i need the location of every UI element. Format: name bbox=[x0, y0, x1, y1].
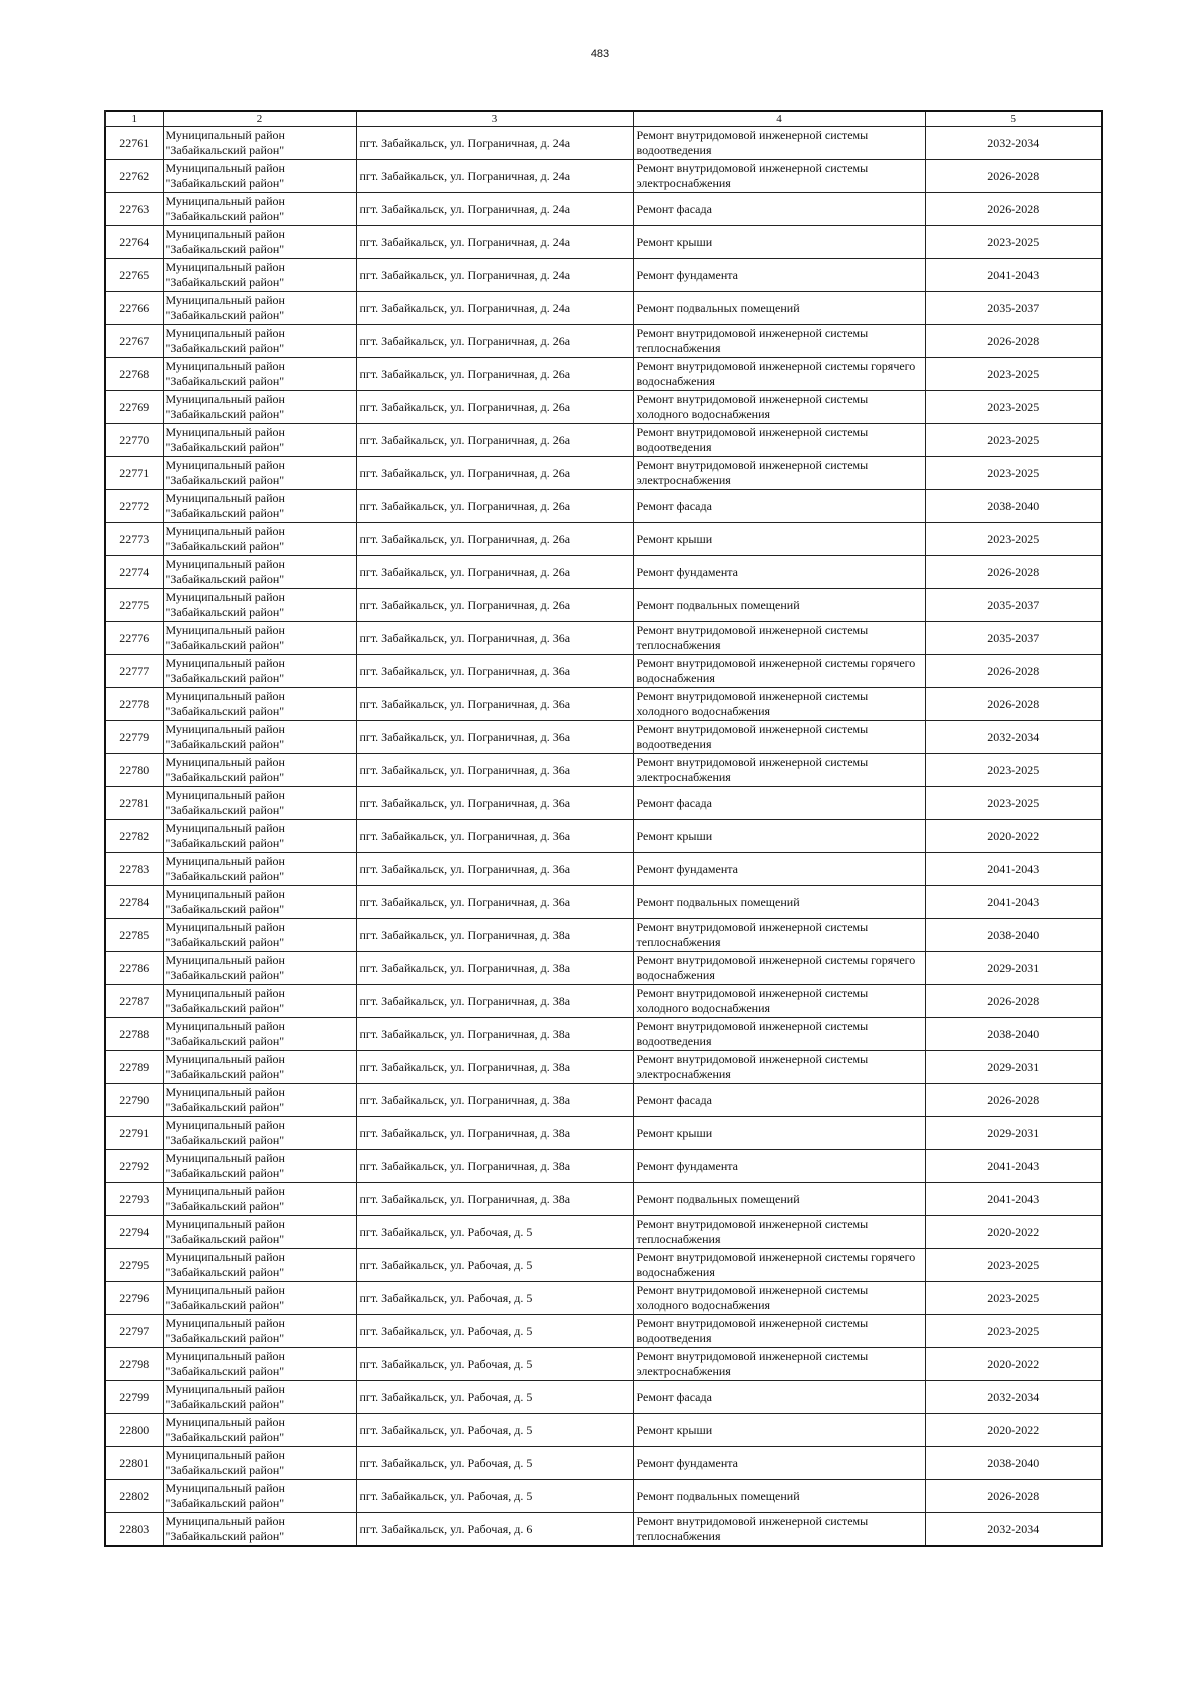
cell-work-type: Ремонт подвальных помещений bbox=[633, 886, 925, 919]
cell-period: 2020-2022 bbox=[925, 1348, 1102, 1381]
cell-number: 22801 bbox=[105, 1447, 163, 1480]
cell-number: 22802 bbox=[105, 1480, 163, 1513]
table-body bbox=[105, 111, 1102, 1546]
cell-period: 2023-2025 bbox=[925, 523, 1102, 556]
cell-address: пгт. Забайкальск, ул. Пограничная, д. 24а bbox=[356, 259, 633, 292]
table-row bbox=[105, 1150, 1102, 1183]
table-row bbox=[105, 886, 1102, 919]
cell-work-type: Ремонт фасада bbox=[633, 490, 925, 523]
cell-number: 22763 bbox=[105, 193, 163, 226]
cell-period: 2038-2040 bbox=[925, 919, 1102, 952]
cell-work-type: Ремонт внутридомовой инженерной системы теплоснабжения bbox=[633, 325, 925, 358]
cell-number: 22803 bbox=[105, 1513, 163, 1547]
cell-number: 22780 bbox=[105, 754, 163, 787]
cell-number: 22776 bbox=[105, 622, 163, 655]
cell-period: 2026-2028 bbox=[925, 1084, 1102, 1117]
cell-work-type: Ремонт фасада bbox=[633, 787, 925, 820]
cell-period: 2041-2043 bbox=[925, 259, 1102, 292]
cell-district: Муниципальный район "Забайкальский район" bbox=[163, 589, 356, 622]
cell-period: 2023-2025 bbox=[925, 1282, 1102, 1315]
cell-period: 2032-2034 bbox=[925, 721, 1102, 754]
cell-district: Муниципальный район "Забайкальский район" bbox=[163, 820, 356, 853]
cell-period: 2026-2028 bbox=[925, 655, 1102, 688]
cell-district: Муниципальный район "Забайкальский район" bbox=[163, 721, 356, 754]
column-header: 3 bbox=[356, 111, 633, 127]
cell-work-type: Ремонт внутридомовой инженерной системы холодного водоснабжения bbox=[633, 688, 925, 721]
cell-address: пгт. Забайкальск, ул. Пограничная, д. 26а bbox=[356, 490, 633, 523]
cell-work-type: Ремонт внутридомовой инженерной системы теплоснабжения bbox=[633, 919, 925, 952]
cell-period: 2020-2022 bbox=[925, 1216, 1102, 1249]
cell-number: 22778 bbox=[105, 688, 163, 721]
table-row bbox=[105, 292, 1102, 325]
table-row bbox=[105, 226, 1102, 259]
cell-number: 22788 bbox=[105, 1018, 163, 1051]
cell-period: 2029-2031 bbox=[925, 952, 1102, 985]
cell-district: Муниципальный район "Забайкальский район" bbox=[163, 1249, 356, 1282]
cell-address: пгт. Забайкальск, ул. Пограничная, д. 38а bbox=[356, 1183, 633, 1216]
cell-period: 2029-2031 bbox=[925, 1051, 1102, 1084]
cell-period: 2038-2040 bbox=[925, 490, 1102, 523]
cell-work-type: Ремонт внутридомовой инженерной системы теплоснабжения bbox=[633, 622, 925, 655]
cell-work-type: Ремонт внутридомовой инженерной системы холодного водоснабжения bbox=[633, 1282, 925, 1315]
cell-work-type: Ремонт внутридомовой инженерной системы водоотведения bbox=[633, 1018, 925, 1051]
cell-number: 22761 bbox=[105, 127, 163, 160]
cell-district: Муниципальный район "Забайкальский район" bbox=[163, 1480, 356, 1513]
cell-period: 2041-2043 bbox=[925, 1183, 1102, 1216]
cell-address: пгт. Забайкальск, ул. Пограничная, д. 36а bbox=[356, 754, 633, 787]
cell-work-type: Ремонт внутридомовой инженерной системы водоотведения bbox=[633, 1315, 925, 1348]
cell-address: пгт. Забайкальск, ул. Рабочая, д. 5 bbox=[356, 1348, 633, 1381]
cell-number: 22793 bbox=[105, 1183, 163, 1216]
cell-work-type: Ремонт фундамента bbox=[633, 556, 925, 589]
table-row bbox=[105, 160, 1102, 193]
cell-district: Муниципальный район "Забайкальский район" bbox=[163, 1282, 356, 1315]
cell-district: Муниципальный район "Забайкальский район" bbox=[163, 1447, 356, 1480]
cell-work-type: Ремонт подвальных помещений bbox=[633, 589, 925, 622]
cell-work-type: Ремонт внутридомовой инженерной системы теплоснабжения bbox=[633, 1216, 925, 1249]
table-row bbox=[105, 457, 1102, 490]
cell-work-type: Ремонт фундамента bbox=[633, 1150, 925, 1183]
cell-period: 2026-2028 bbox=[925, 985, 1102, 1018]
cell-district: Муниципальный район "Забайкальский район" bbox=[163, 1348, 356, 1381]
cell-number: 22771 bbox=[105, 457, 163, 490]
cell-number: 22772 bbox=[105, 490, 163, 523]
table-row bbox=[105, 919, 1102, 952]
cell-address: пгт. Забайкальск, ул. Пограничная, д. 38а bbox=[356, 1084, 633, 1117]
table-row bbox=[105, 259, 1102, 292]
table-row bbox=[105, 1414, 1102, 1447]
cell-district: Муниципальный район "Забайкальский район" bbox=[163, 127, 356, 160]
cell-district: Муниципальный район "Забайкальский район" bbox=[163, 1513, 356, 1547]
table-row bbox=[105, 391, 1102, 424]
cell-work-type: Ремонт внутридомовой инженерной системы холодного водоснабжения bbox=[633, 391, 925, 424]
cell-address: пгт. Забайкальск, ул. Пограничная, д. 36а bbox=[356, 721, 633, 754]
cell-address: пгт. Забайкальск, ул. Пограничная, д. 36а bbox=[356, 688, 633, 721]
cell-work-type: Ремонт внутридомовой инженерной системы электроснабжения bbox=[633, 1348, 925, 1381]
cell-period: 2041-2043 bbox=[925, 1150, 1102, 1183]
cell-district: Муниципальный район "Забайкальский район" bbox=[163, 1381, 356, 1414]
cell-number: 22777 bbox=[105, 655, 163, 688]
cell-district: Муниципальный район "Забайкальский район" bbox=[163, 325, 356, 358]
cell-address: пгт. Забайкальск, ул. Пограничная, д. 24а bbox=[356, 127, 633, 160]
column-header: 1 bbox=[105, 111, 163, 127]
cell-district: Муниципальный район "Забайкальский район" bbox=[163, 1051, 356, 1084]
table-row bbox=[105, 1051, 1102, 1084]
cell-number: 22779 bbox=[105, 721, 163, 754]
cell-address: пгт. Забайкальск, ул. Пограничная, д. 38а bbox=[356, 1150, 633, 1183]
cell-address: пгт. Забайкальск, ул. Пограничная, д. 38а bbox=[356, 952, 633, 985]
cell-work-type: Ремонт фундамента bbox=[633, 853, 925, 886]
cell-address: пгт. Забайкальск, ул. Пограничная, д. 38а bbox=[356, 919, 633, 952]
cell-district: Муниципальный район "Забайкальский район" bbox=[163, 292, 356, 325]
cell-address: пгт. Забайкальск, ул. Рабочая, д. 5 bbox=[356, 1282, 633, 1315]
cell-district: Муниципальный район "Забайкальский район" bbox=[163, 358, 356, 391]
table-row bbox=[105, 985, 1102, 1018]
cell-district: Муниципальный район "Забайкальский район" bbox=[163, 622, 356, 655]
cell-number: 22783 bbox=[105, 853, 163, 886]
cell-district: Муниципальный район "Забайкальский район" bbox=[163, 490, 356, 523]
cell-period: 2029-2031 bbox=[925, 1117, 1102, 1150]
table-row bbox=[105, 952, 1102, 985]
cell-period: 2023-2025 bbox=[925, 787, 1102, 820]
cell-district: Муниципальный район "Забайкальский район" bbox=[163, 985, 356, 1018]
table-row bbox=[105, 1315, 1102, 1348]
page-number: 483 bbox=[590, 48, 610, 60]
table-row bbox=[105, 193, 1102, 226]
cell-period: 2026-2028 bbox=[925, 193, 1102, 226]
table-row bbox=[105, 787, 1102, 820]
table-row bbox=[105, 688, 1102, 721]
cell-district: Муниципальный район "Забайкальский район" bbox=[163, 457, 356, 490]
cell-number: 22792 bbox=[105, 1150, 163, 1183]
cell-address: пгт. Забайкальск, ул. Пограничная, д. 38а bbox=[356, 1051, 633, 1084]
cell-district: Муниципальный район "Забайкальский район" bbox=[163, 1414, 356, 1447]
cell-address: пгт. Забайкальск, ул. Пограничная, д. 36а bbox=[356, 787, 633, 820]
cell-work-type: Ремонт фундамента bbox=[633, 259, 925, 292]
cell-period: 2041-2043 bbox=[925, 853, 1102, 886]
cell-address: пгт. Забайкальск, ул. Пограничная, д. 24а bbox=[356, 160, 633, 193]
table-row bbox=[105, 1348, 1102, 1381]
cell-work-type: Ремонт фасада bbox=[633, 193, 925, 226]
cell-work-type: Ремонт крыши bbox=[633, 820, 925, 853]
cell-address: пгт. Забайкальск, ул. Пограничная, д. 26а bbox=[356, 358, 633, 391]
cell-address: пгт. Забайкальск, ул. Пограничная, д. 36а bbox=[356, 622, 633, 655]
cell-period: 2032-2034 bbox=[925, 127, 1102, 160]
cell-address: пгт. Забайкальск, ул. Пограничная, д. 38а bbox=[356, 985, 633, 1018]
cell-district: Муниципальный район "Забайкальский район" bbox=[163, 391, 356, 424]
cell-number: 22775 bbox=[105, 589, 163, 622]
cell-address: пгт. Забайкальск, ул. Пограничная, д. 26а bbox=[356, 523, 633, 556]
cell-work-type: Ремонт внутридомовой инженерной системы холодного водоснабжения bbox=[633, 985, 925, 1018]
cell-address: пгт. Забайкальск, ул. Рабочая, д. 5 bbox=[356, 1447, 633, 1480]
cell-district: Муниципальный район "Забайкальский район" bbox=[163, 193, 356, 226]
table-row bbox=[105, 1084, 1102, 1117]
cell-period: 2023-2025 bbox=[925, 424, 1102, 457]
cell-address: пгт. Забайкальск, ул. Рабочая, д. 5 bbox=[356, 1381, 633, 1414]
cell-number: 22781 bbox=[105, 787, 163, 820]
cell-address: пгт. Забайкальск, ул. Рабочая, д. 5 bbox=[356, 1216, 633, 1249]
table-row bbox=[105, 1480, 1102, 1513]
cell-number: 22762 bbox=[105, 160, 163, 193]
cell-number: 22787 bbox=[105, 985, 163, 1018]
table-row bbox=[105, 1117, 1102, 1150]
cell-address: пгт. Забайкальск, ул. Пограничная, д. 26а bbox=[356, 589, 633, 622]
cell-period: 2035-2037 bbox=[925, 589, 1102, 622]
cell-address: пгт. Забайкальск, ул. Пограничная, д. 36а bbox=[356, 886, 633, 919]
cell-district: Муниципальный район "Забайкальский район" bbox=[163, 787, 356, 820]
cell-number: 22797 bbox=[105, 1315, 163, 1348]
cell-period: 2026-2028 bbox=[925, 1480, 1102, 1513]
cell-address: пгт. Забайкальск, ул. Пограничная, д. 38а bbox=[356, 1018, 633, 1051]
table-row bbox=[105, 721, 1102, 754]
cell-address: пгт. Забайкальск, ул. Пограничная, д. 26а bbox=[356, 325, 633, 358]
cell-period: 2038-2040 bbox=[925, 1018, 1102, 1051]
cell-work-type: Ремонт фасада bbox=[633, 1381, 925, 1414]
cell-period: 2023-2025 bbox=[925, 226, 1102, 259]
cell-period: 2020-2022 bbox=[925, 820, 1102, 853]
cell-number: 22789 bbox=[105, 1051, 163, 1084]
table-header-row bbox=[105, 111, 1102, 127]
cell-period: 2023-2025 bbox=[925, 754, 1102, 787]
cell-number: 22784 bbox=[105, 886, 163, 919]
cell-address: пгт. Забайкальск, ул. Пограничная, д. 26а bbox=[356, 391, 633, 424]
cell-period: 2026-2028 bbox=[925, 688, 1102, 721]
cell-number: 22794 bbox=[105, 1216, 163, 1249]
table-row bbox=[105, 820, 1102, 853]
cell-work-type: Ремонт фундамента bbox=[633, 1447, 925, 1480]
table-row bbox=[105, 127, 1102, 160]
cell-work-type: Ремонт фасада bbox=[633, 1084, 925, 1117]
cell-period: 2026-2028 bbox=[925, 325, 1102, 358]
cell-work-type: Ремонт внутридомовой инженерной системы горячего водоснабжения bbox=[633, 358, 925, 391]
cell-period: 2026-2028 bbox=[925, 160, 1102, 193]
cell-number: 22765 bbox=[105, 259, 163, 292]
cell-number: 22767 bbox=[105, 325, 163, 358]
cell-address: пгт. Забайкальск, ул. Пограничная, д. 24а bbox=[356, 292, 633, 325]
table-row bbox=[105, 1282, 1102, 1315]
cell-district: Муниципальный район "Забайкальский район" bbox=[163, 1150, 356, 1183]
cell-district: Муниципальный район "Забайкальский район" bbox=[163, 556, 356, 589]
cell-district: Муниципальный район "Забайкальский район" bbox=[163, 1117, 356, 1150]
table-row bbox=[105, 490, 1102, 523]
cell-work-type: Ремонт внутридомовой инженерной системы водоотведения bbox=[633, 127, 925, 160]
cell-district: Муниципальный район "Забайкальский район" bbox=[163, 754, 356, 787]
cell-number: 22768 bbox=[105, 358, 163, 391]
cell-district: Муниципальный район "Забайкальский район" bbox=[163, 853, 356, 886]
table-row bbox=[105, 325, 1102, 358]
cell-number: 22799 bbox=[105, 1381, 163, 1414]
cell-period: 2041-2043 bbox=[925, 886, 1102, 919]
cell-number: 22785 bbox=[105, 919, 163, 952]
cell-work-type: Ремонт внутридомовой инженерной системы водоотведения bbox=[633, 424, 925, 457]
cell-work-type: Ремонт крыши bbox=[633, 1117, 925, 1150]
cell-number: 22798 bbox=[105, 1348, 163, 1381]
cell-address: пгт. Забайкальск, ул. Пограничная, д. 26а bbox=[356, 457, 633, 490]
cell-period: 2023-2025 bbox=[925, 457, 1102, 490]
cell-work-type: Ремонт внутридомовой инженерной системы водоотведения bbox=[633, 721, 925, 754]
column-header: 5 bbox=[925, 111, 1102, 127]
cell-address: пгт. Забайкальск, ул. Рабочая, д. 5 bbox=[356, 1480, 633, 1513]
cell-work-type: Ремонт крыши bbox=[633, 1414, 925, 1447]
table-row bbox=[105, 1183, 1102, 1216]
cell-address: пгт. Забайкальск, ул. Пограничная, д. 24а bbox=[356, 193, 633, 226]
cell-district: Муниципальный район "Забайкальский район" bbox=[163, 523, 356, 556]
cell-period: 2020-2022 bbox=[925, 1414, 1102, 1447]
cell-district: Муниципальный район "Забайкальский район" bbox=[163, 1183, 356, 1216]
repair-schedule-table bbox=[104, 110, 1103, 1547]
cell-address: пгт. Забайкальск, ул. Рабочая, д. 6 bbox=[356, 1513, 633, 1547]
cell-district: Муниципальный район "Забайкальский район" bbox=[163, 1084, 356, 1117]
cell-district: Муниципальный район "Забайкальский район" bbox=[163, 1018, 356, 1051]
cell-period: 2035-2037 bbox=[925, 622, 1102, 655]
cell-number: 22795 bbox=[105, 1249, 163, 1282]
column-header: 4 bbox=[633, 111, 925, 127]
cell-period: 2023-2025 bbox=[925, 391, 1102, 424]
cell-number: 22769 bbox=[105, 391, 163, 424]
cell-district: Муниципальный район "Забайкальский район" bbox=[163, 259, 356, 292]
cell-period: 2026-2028 bbox=[925, 556, 1102, 589]
table-row bbox=[105, 424, 1102, 457]
cell-address: пгт. Забайкальск, ул. Пограничная, д. 36а bbox=[356, 820, 633, 853]
cell-number: 22791 bbox=[105, 1117, 163, 1150]
table-row bbox=[105, 655, 1102, 688]
cell-district: Муниципальный район "Забайкальский район" bbox=[163, 688, 356, 721]
table-row bbox=[105, 1216, 1102, 1249]
cell-period: 2023-2025 bbox=[925, 1315, 1102, 1348]
cell-work-type: Ремонт подвальных помещений bbox=[633, 1480, 925, 1513]
cell-work-type: Ремонт внутридомовой инженерной системы электроснабжения bbox=[633, 1051, 925, 1084]
cell-period: 2032-2034 bbox=[925, 1381, 1102, 1414]
cell-number: 22790 bbox=[105, 1084, 163, 1117]
cell-district: Муниципальный район "Забайкальский район" bbox=[163, 1216, 356, 1249]
cell-period: 2023-2025 bbox=[925, 1249, 1102, 1282]
table-row bbox=[105, 589, 1102, 622]
table-row bbox=[105, 622, 1102, 655]
cell-district: Муниципальный район "Забайкальский район" bbox=[163, 655, 356, 688]
cell-number: 22764 bbox=[105, 226, 163, 259]
table-row bbox=[105, 523, 1102, 556]
cell-work-type: Ремонт внутридомовой инженерной системы горячего водоснабжения bbox=[633, 1249, 925, 1282]
cell-work-type: Ремонт крыши bbox=[633, 523, 925, 556]
cell-number: 22782 bbox=[105, 820, 163, 853]
cell-number: 22800 bbox=[105, 1414, 163, 1447]
cell-district: Муниципальный район "Забайкальский район" bbox=[163, 226, 356, 259]
cell-work-type: Ремонт подвальных помещений bbox=[633, 1183, 925, 1216]
cell-period: 2035-2037 bbox=[925, 292, 1102, 325]
cell-address: пгт. Забайкальск, ул. Рабочая, д. 5 bbox=[356, 1414, 633, 1447]
table-row bbox=[105, 1249, 1102, 1282]
cell-work-type: Ремонт крыши bbox=[633, 226, 925, 259]
cell-district: Муниципальный район "Забайкальский район" bbox=[163, 160, 356, 193]
cell-work-type: Ремонт внутридомовой инженерной системы электроснабжения bbox=[633, 160, 925, 193]
cell-work-type: Ремонт подвальных помещений bbox=[633, 292, 925, 325]
table-row bbox=[105, 754, 1102, 787]
cell-work-type: Ремонт внутридомовой инженерной системы горячего водоснабжения bbox=[633, 952, 925, 985]
cell-address: пгт. Забайкальск, ул. Пограничная, д. 24а bbox=[356, 226, 633, 259]
cell-number: 22770 bbox=[105, 424, 163, 457]
cell-district: Муниципальный район "Забайкальский район" bbox=[163, 919, 356, 952]
cell-district: Муниципальный район "Забайкальский район" bbox=[163, 886, 356, 919]
cell-address: пгт. Забайкальск, ул. Рабочая, д. 5 bbox=[356, 1249, 633, 1282]
cell-work-type: Ремонт внутридомовой инженерной системы электроснабжения bbox=[633, 754, 925, 787]
table-row bbox=[105, 556, 1102, 589]
cell-work-type: Ремонт внутридомовой инженерной системы горячего водоснабжения bbox=[633, 655, 925, 688]
cell-address: пгт. Забайкальск, ул. Пограничная, д. 26а bbox=[356, 424, 633, 457]
cell-period: 2032-2034 bbox=[925, 1513, 1102, 1547]
cell-address: пгт. Забайкальск, ул. Пограничная, д. 36а bbox=[356, 655, 633, 688]
table-row bbox=[105, 1447, 1102, 1480]
column-header: 2 bbox=[163, 111, 356, 127]
table-row bbox=[105, 1018, 1102, 1051]
cell-work-type: Ремонт внутридомовой инженерной системы теплоснабжения bbox=[633, 1513, 925, 1547]
cell-period: 2038-2040 bbox=[925, 1447, 1102, 1480]
cell-number: 22796 bbox=[105, 1282, 163, 1315]
cell-work-type: Ремонт внутридомовой инженерной системы электроснабжения bbox=[633, 457, 925, 490]
table-row bbox=[105, 853, 1102, 886]
cell-number: 22774 bbox=[105, 556, 163, 589]
cell-district: Муниципальный район "Забайкальский район" bbox=[163, 1315, 356, 1348]
cell-address: пгт. Забайкальск, ул. Пограничная, д. 26а bbox=[356, 556, 633, 589]
cell-address: пгт. Забайкальск, ул. Пограничная, д. 38а bbox=[356, 1117, 633, 1150]
cell-district: Муниципальный район "Забайкальский район" bbox=[163, 952, 356, 985]
table-row bbox=[105, 1513, 1102, 1547]
table-row bbox=[105, 358, 1102, 391]
cell-number: 22773 bbox=[105, 523, 163, 556]
cell-district: Муниципальный район "Забайкальский район" bbox=[163, 424, 356, 457]
cell-number: 22766 bbox=[105, 292, 163, 325]
cell-address: пгт. Забайкальск, ул. Рабочая, д. 5 bbox=[356, 1315, 633, 1348]
cell-address: пгт. Забайкальск, ул. Пограничная, д. 36а bbox=[356, 853, 633, 886]
table-row bbox=[105, 1381, 1102, 1414]
cell-period: 2023-2025 bbox=[925, 358, 1102, 391]
cell-number: 22786 bbox=[105, 952, 163, 985]
